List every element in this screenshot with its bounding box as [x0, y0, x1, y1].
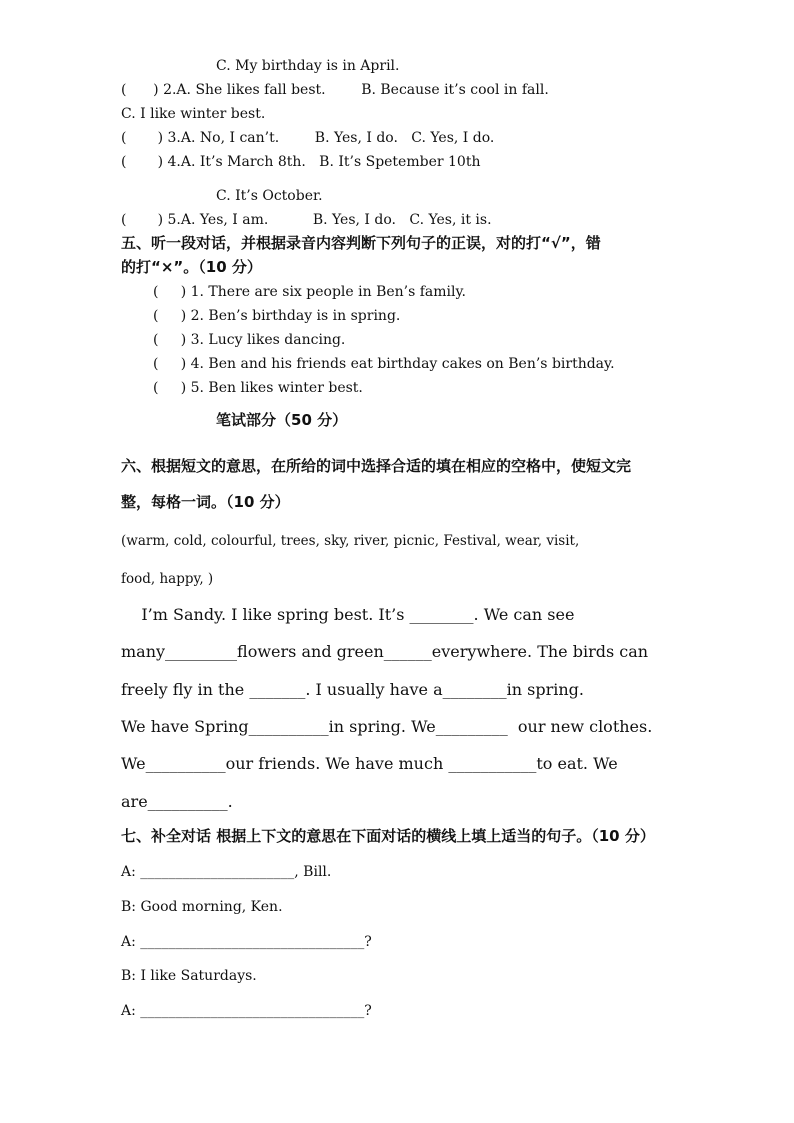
section6-heading-line2: 整，每格一词。（10 分）	[121, 493, 290, 511]
dialogue-line: A: ______________________, Bill.	[121, 864, 332, 880]
section6-heading-line1: 六、根据短文的意思，在所给的词中选择合适的填在相应的空格中，使短文完	[121, 457, 632, 475]
question-3: ( ) 3.A. No, I can’t. B. Yes, I do. C. Yes, I do.	[121, 130, 495, 146]
judgement-item: ( ) 3. Lucy likes dancing.	[153, 332, 346, 348]
passage-line: freely fly in the _______. I usually have a________in spring.	[121, 680, 584, 699]
passage-line: We__________our friends. We have much ___________to eat. We	[121, 754, 618, 773]
passage-line: We have Spring__________in spring. We_________ our new clothes.	[121, 717, 653, 736]
dialogue-line: A: ________________________________?	[121, 1003, 372, 1019]
section7-heading: 七、补全对话 根据上下文的意思在下面对话的横线上填上适当的句子。（10 分）	[121, 827, 655, 845]
q4-option-c: C. It’s October.	[216, 188, 323, 204]
passage-line: I’m Sandy. I like spring best. It’s ________. We can see	[121, 605, 575, 624]
judgement-item: ( ) 4. Ben and his friends eat birthday cakes on Ben’s birthday.	[153, 356, 615, 372]
judgement-item: ( ) 2. Ben’s birthday is in spring.	[153, 308, 401, 324]
question-4: ( ) 4.A. It’s March 8th. B. It’s Spetember 10th	[121, 154, 481, 170]
judgement-item: ( ) 5. Ben likes winter best.	[153, 380, 363, 396]
passage-line: are__________.	[121, 792, 233, 811]
question-2: ( ) 2.A. She likes fall best. B. Because it’s cool in fall.	[121, 82, 549, 98]
question-5: ( ) 5.A. Yes, I am. B. Yes, I do. C. Yes, it is.	[121, 212, 492, 228]
written-part-title: 笔试部分（50 分）	[216, 411, 348, 429]
q2-option-c: C. I like winter best.	[121, 106, 266, 122]
word-bank-line2: food, happy, )	[121, 571, 214, 587]
dialogue-line: A: ________________________________?	[121, 934, 372, 950]
judgement-item: ( ) 1. There are six people in Ben’s family.	[153, 284, 467, 300]
dialogue-line: B: Good morning, Ken.	[121, 899, 283, 915]
dialogue-line: B: I like Saturdays.	[121, 968, 257, 984]
section5-heading-line1: 五、听一段对话，并根据录音内容判断下列句子的正误，对的打“√”，错	[121, 234, 601, 252]
passage-line: many_________flowers and green______everywhere. The birds can	[121, 642, 649, 661]
word-bank-line1: (warm, cold, colourful, trees, sky, river, picnic, Festival, wear, visit,	[121, 533, 580, 549]
section5-heading-line2: 的打“×”。（10 分）	[121, 258, 262, 276]
q1-option-c: C. My birthday is in April.	[216, 58, 400, 74]
